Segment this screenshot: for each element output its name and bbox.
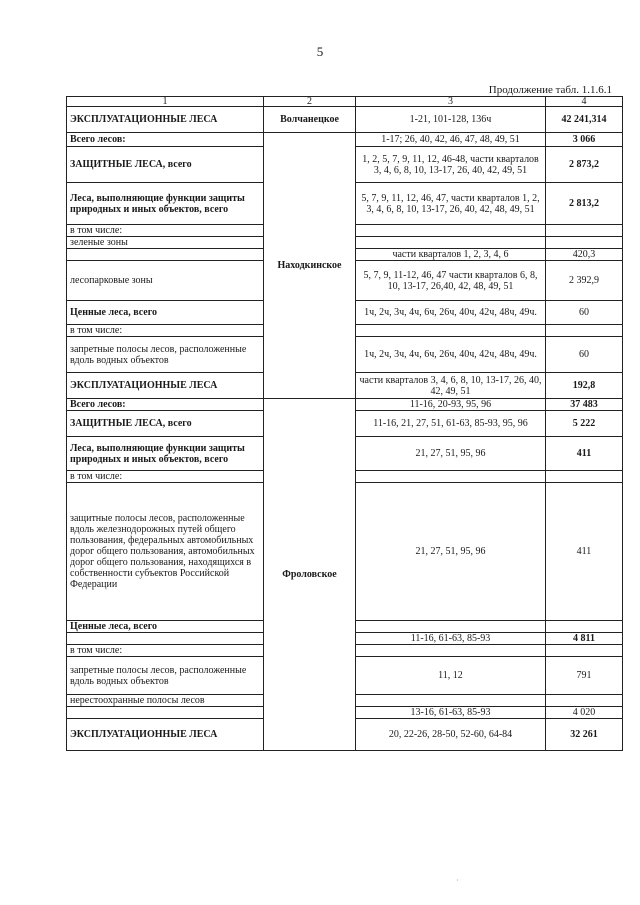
quarters-cell: 1ч, 2ч, 3ч, 4ч, 6ч, 26ч, 40ч, 42ч, 48ч, 49ч. xyxy=(356,337,546,373)
area-cell: 411 xyxy=(546,437,623,471)
area-cell: 420,3 xyxy=(546,249,623,261)
forestry-name: Фроловское xyxy=(264,399,356,751)
quarters-cell xyxy=(356,695,546,707)
table-row xyxy=(67,133,623,147)
quarters-cell: 1-17; 26, 40, 42, 46, 47, 48, 49, 51 xyxy=(356,133,546,147)
table-header-row xyxy=(67,97,623,107)
quarters-cell: 5, 7, 9, 11, 12, 46, 47, части кварталов 1, 2, 3, 4, 6, 8, 10, 13-17, 26, 40, 42, 48, 49, 51 xyxy=(356,183,546,225)
row-label: в том числе: xyxy=(67,225,264,237)
row-label: в том числе: xyxy=(67,325,264,337)
row-label xyxy=(67,633,264,645)
page-number: 5 xyxy=(316,44,324,59)
quarters-cell: части кварталов 3, 4, 6, 8, 10, 13-17, 26, 40, 42, 49, 51 xyxy=(356,373,546,399)
area-cell: 791 xyxy=(546,657,623,695)
area-cell: 3 066 xyxy=(546,133,623,147)
area-cell: 4 811 xyxy=(546,633,623,645)
quarters-cell: части кварталов 1, 2, 3, 4, 6 xyxy=(356,249,546,261)
quarters-cell: 21, 27, 51, 95, 96 xyxy=(356,437,546,471)
area-cell: 60 xyxy=(546,301,623,325)
quarters-cell: 11, 12 xyxy=(356,657,546,695)
quarters-cell xyxy=(356,645,546,657)
row-label: Леса, выполняющие функции защиты природных и иных объектов, всего xyxy=(67,437,264,471)
area-cell: 4 020 xyxy=(546,707,623,719)
quarters-cell xyxy=(356,225,546,237)
row-label: защитные полосы лесов, расположенные вдоль железнодорожных путей общего пользования, федеральных автомобильных дорог общего пользования, автомобильных дорог общего пользования, находящихся в собственности субъектов Российской Федерации xyxy=(67,483,264,621)
row-label: нерестоохранные полосы лесов xyxy=(67,695,264,707)
quarters-cell xyxy=(356,237,546,249)
area-cell xyxy=(546,645,623,657)
row-label: Всего лесов: xyxy=(67,399,264,411)
row-label xyxy=(67,249,264,261)
row-label: ЗАЩИТНЫЕ ЛЕСА, всего xyxy=(67,147,264,183)
area-cell: 32 261 xyxy=(546,719,623,751)
table-caption: Продолжение табл. 1.1.6.1 xyxy=(488,84,612,96)
area-cell: 37 483 xyxy=(546,399,623,411)
area-cell xyxy=(546,237,623,249)
header-col-2: 2 xyxy=(264,97,356,107)
area-cell: 2 873,2 xyxy=(546,147,623,183)
area-cell: 60 xyxy=(546,337,623,373)
quarters-cell: 21, 27, 51, 95, 96 xyxy=(356,483,546,621)
quarters-cell: 13-16, 61-63, 85-93 xyxy=(356,707,546,719)
row-label xyxy=(67,707,264,719)
row-label: в том числе: xyxy=(67,645,264,657)
row-label: Леса, выполняющие функции защиты природных и иных объектов, всего xyxy=(67,183,264,225)
area-cell: 192,8 xyxy=(546,373,623,399)
area-cell: 42 241,314 xyxy=(546,107,623,133)
area-cell xyxy=(546,471,623,483)
row-label: зеленые зоны xyxy=(67,237,264,249)
quarters-cell: 11-16, 61-63, 85-93 xyxy=(356,633,546,645)
row-label: запретные полосы лесов, расположенные вдоль водных объектов xyxy=(67,337,264,373)
table-body xyxy=(67,107,623,751)
quarters-cell: 11-16, 21, 27, 51, 61-63, 85-93, 95, 96 xyxy=(356,411,546,437)
quarters-cell: 11-16, 20-93, 95, 96 xyxy=(356,399,546,411)
area-cell xyxy=(546,695,623,707)
table-row xyxy=(67,107,623,133)
area-cell xyxy=(546,325,623,337)
quarters-cell: 20, 22-26, 28-50, 52-60, 64-84 xyxy=(356,719,546,751)
header-col-3: 3 xyxy=(356,97,546,107)
area-cell: 2 392,9 xyxy=(546,261,623,301)
row-label: Ценные леса, всего xyxy=(67,301,264,325)
row-label: ЗАЩИТНЫЕ ЛЕСА, всего xyxy=(67,411,264,437)
area-cell xyxy=(546,225,623,237)
row-label: ЭКСПЛУАТАЦИОННЫЕ ЛЕСА xyxy=(67,107,264,133)
row-label: лесопарковые зоны xyxy=(67,261,264,301)
row-label: ЭКСПЛУАТАЦИОННЫЕ ЛЕСА xyxy=(67,719,264,751)
quarters-cell xyxy=(356,621,546,633)
forest-table xyxy=(66,96,623,751)
forestry-name: Волчанецкое xyxy=(264,107,356,133)
quarters-cell: 1-21, 101-128, 136ч xyxy=(356,107,546,133)
forestry-name: Находкинское xyxy=(264,133,356,399)
area-cell: 411 xyxy=(546,483,623,621)
quarters-cell xyxy=(356,325,546,337)
quarters-cell xyxy=(356,471,546,483)
row-label: Всего лесов: xyxy=(67,133,264,147)
quarters-cell: 1ч, 2ч, 3ч, 4ч, 6ч, 26ч, 40ч, 42ч, 48ч, 49ч. xyxy=(356,301,546,325)
scan-artifact: · xyxy=(456,876,459,885)
header-col-4: 4 xyxy=(546,97,623,107)
row-label: Ценные леса, всего xyxy=(67,621,264,633)
quarters-cell: 5, 7, 9, 11-12, 46, 47 части кварталов 6, 8, 10, 13-17, 26,40, 42, 48, 49, 51 xyxy=(356,261,546,301)
area-cell: 2 813,2 xyxy=(546,183,623,225)
table-row xyxy=(67,399,623,411)
header-col-1: 1 xyxy=(67,97,264,107)
quarters-cell: 1, 2, 5, 7, 9, 11, 12, 46-48, части кварталов 3, 4, 6, 8, 10, 13-17, 26, 40, 42, 49, 51 xyxy=(356,147,546,183)
area-cell: 5 222 xyxy=(546,411,623,437)
area-cell xyxy=(546,621,623,633)
row-label: запретные полосы лесов, расположенные вдоль водных объектов xyxy=(67,657,264,695)
row-label: ЭКСПЛУАТАЦИОННЫЕ ЛЕСА xyxy=(67,373,264,399)
row-label: в том числе: xyxy=(67,471,264,483)
